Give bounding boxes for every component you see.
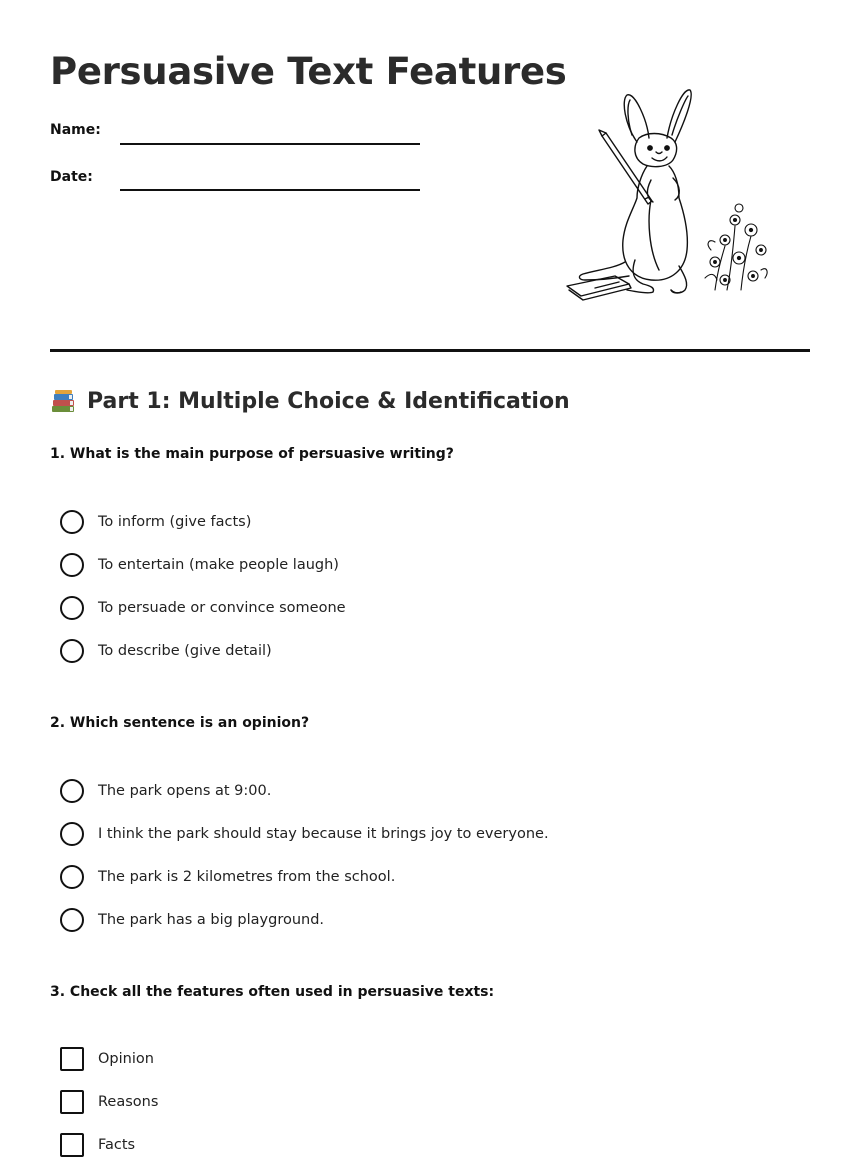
q2-option-1[interactable] bbox=[60, 779, 271, 803]
question-3: 3. Check all the features often used in persuasive texts: bbox=[50, 984, 495, 1000]
q2-option-4[interactable] bbox=[60, 908, 324, 932]
option-label: Reasons bbox=[98, 1094, 159, 1110]
q2-option-2[interactable] bbox=[60, 822, 549, 846]
date-label: Date: bbox=[50, 169, 93, 185]
books-icon bbox=[50, 388, 77, 415]
radio-button[interactable] bbox=[60, 510, 84, 534]
option-label: To describe (give detail) bbox=[98, 643, 272, 659]
radio-button[interactable] bbox=[60, 779, 84, 803]
radio-button[interactable] bbox=[60, 553, 84, 577]
option-label: To inform (give facts) bbox=[98, 514, 252, 530]
radio-button[interactable] bbox=[60, 596, 84, 620]
part1-heading-text: Part 1: Multiple Choice & Identification bbox=[87, 389, 570, 414]
question-2: 2. Which sentence is an opinion? bbox=[50, 715, 310, 731]
q3-option-3[interactable] bbox=[60, 1133, 135, 1157]
radio-button[interactable] bbox=[60, 908, 84, 932]
option-label: To persuade or convince someone bbox=[98, 600, 346, 616]
q3-option-2[interactable] bbox=[60, 1090, 158, 1114]
option-label: Opinion bbox=[98, 1051, 154, 1067]
q1-option-3[interactable] bbox=[60, 596, 346, 620]
checkbox[interactable] bbox=[60, 1090, 84, 1114]
name-field[interactable] bbox=[120, 143, 420, 145]
question-1: 1. What is the main purpose of persuasive writing? bbox=[50, 446, 454, 462]
q1-option-1[interactable] bbox=[60, 510, 251, 534]
q2-option-3[interactable] bbox=[60, 865, 395, 889]
option-label: The park has a big playground. bbox=[98, 912, 325, 928]
section-divider bbox=[50, 349, 810, 352]
option-label: To entertain (make people laugh) bbox=[98, 557, 339, 573]
checkbox[interactable] bbox=[60, 1133, 84, 1157]
option-label: The park opens at 9:00. bbox=[98, 783, 272, 799]
q3-option-1[interactable] bbox=[60, 1047, 154, 1071]
option-label: I think the park should stay because it brings joy to everyone. bbox=[98, 826, 549, 842]
checkbox[interactable] bbox=[60, 1047, 84, 1071]
option-label: Facts bbox=[98, 1137, 136, 1153]
q1-option-2[interactable] bbox=[60, 553, 339, 577]
radio-button[interactable] bbox=[60, 822, 84, 846]
page-title: Persuasive Text Features bbox=[50, 50, 567, 93]
radio-button[interactable] bbox=[60, 639, 84, 663]
part1-heading bbox=[50, 388, 570, 415]
q1-option-4[interactable] bbox=[60, 639, 272, 663]
radio-button[interactable] bbox=[60, 865, 84, 889]
kangaroo-illustration bbox=[555, 80, 785, 315]
date-field[interactable] bbox=[120, 189, 420, 191]
name-label: Name: bbox=[50, 122, 101, 138]
option-label: The park is 2 kilometres from the school. bbox=[98, 869, 396, 885]
